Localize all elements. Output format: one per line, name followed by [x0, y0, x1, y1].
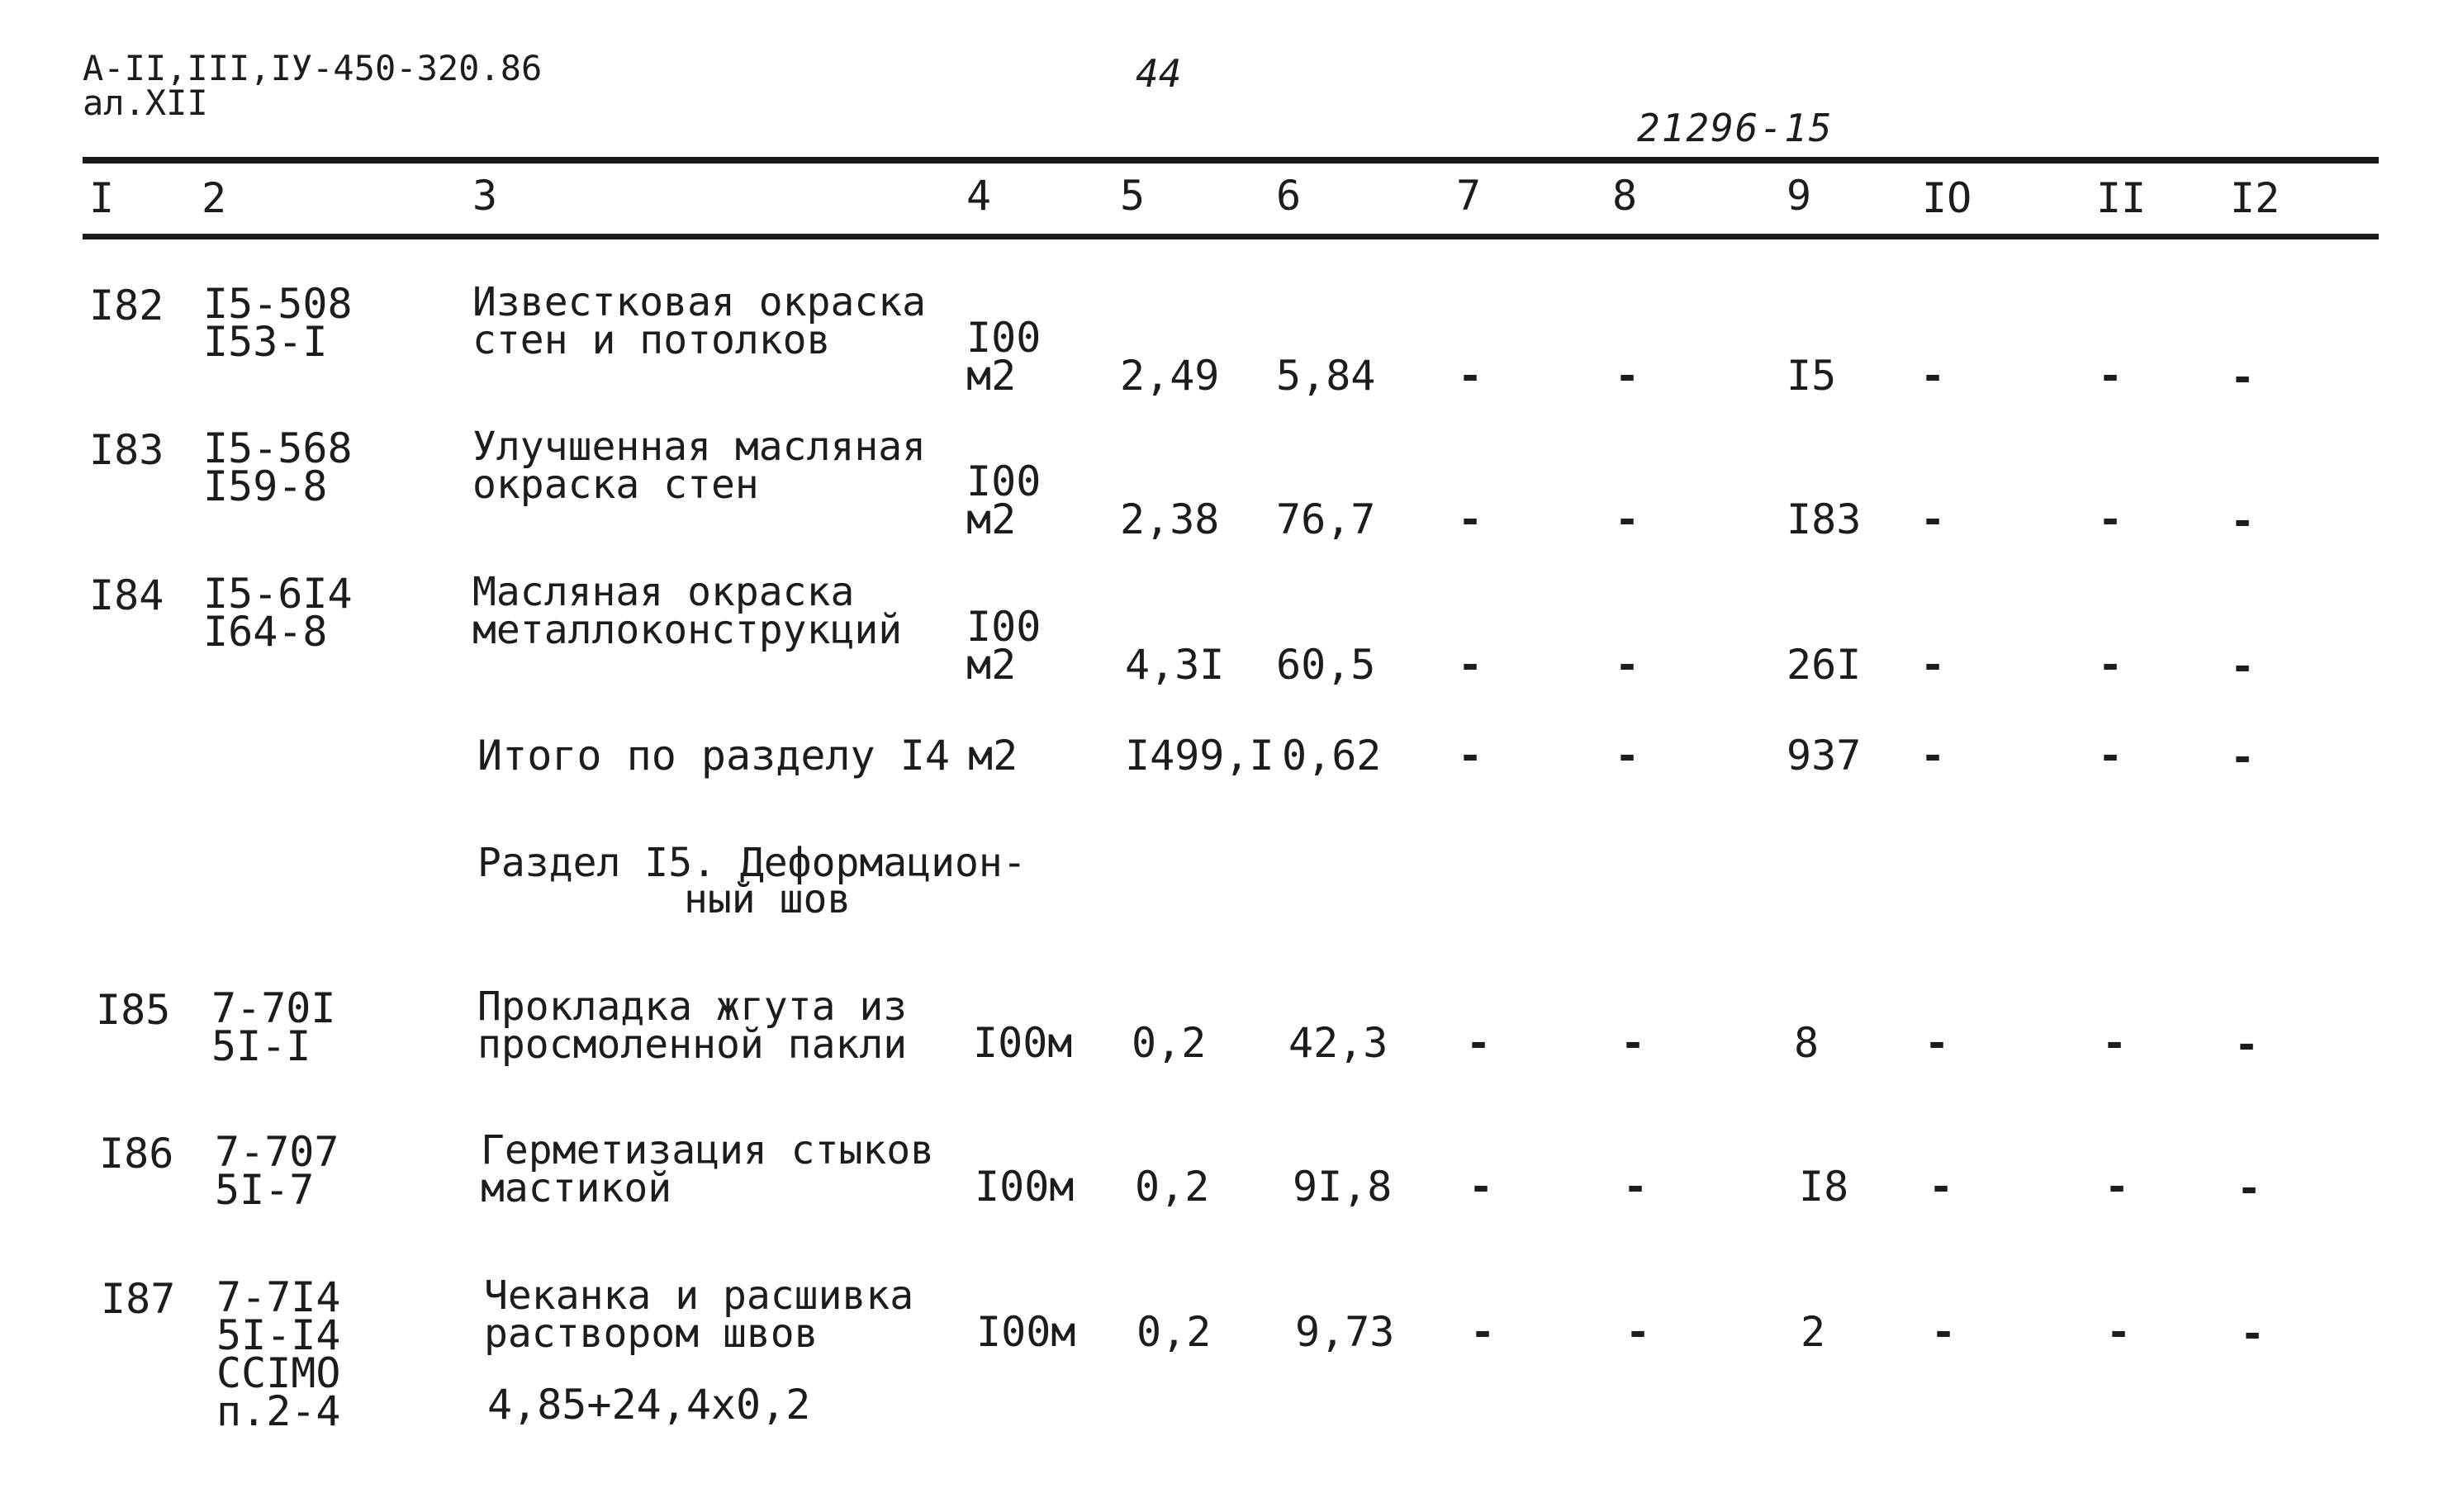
cell-col8: -	[1615, 641, 1640, 689]
column-header: 9	[1787, 172, 1812, 220]
cell-col10: -	[1920, 732, 1946, 780]
cell-col10: -	[1920, 495, 1946, 543]
cell-col10: -	[1920, 352, 1946, 400]
column-header: 7	[1456, 172, 1482, 220]
subtotal-unit: м2	[968, 732, 1018, 780]
subtotal-label: Итого по разделу I4	[477, 732, 950, 780]
cell-col6: 42,3	[1288, 1019, 1388, 1067]
section-heading-continued: ный шов	[684, 876, 852, 922]
column-header: I	[89, 174, 115, 222]
cell-col12: -	[2230, 642, 2256, 690]
cell-col5: 4,3I	[1125, 641, 1225, 689]
column-header: 8	[1612, 172, 1638, 220]
cell-col8: -	[1615, 495, 1640, 543]
top-rule	[83, 157, 2379, 164]
cell-col7: -	[1458, 641, 1483, 689]
cell-col7: -	[1466, 1019, 1492, 1067]
cell-col12: -	[2237, 1164, 2262, 1212]
header-bottom-rule	[83, 234, 2379, 239]
work-description: Прокладка жгута из просмоленной пакли	[477, 984, 908, 1068]
cell-col5: 0,2	[1135, 1163, 1210, 1211]
formula: 4,85+24,4x0,2	[487, 1381, 811, 1429]
cell-col8: -	[1615, 352, 1640, 400]
cell-col9: 937	[1787, 732, 1862, 780]
norm-code: 7-7I4 5I-I4 ССIМО п.2-4	[216, 1273, 341, 1435]
column-header: 6	[1276, 172, 1302, 220]
cell-col11: -	[2102, 1019, 2128, 1067]
cell-col9: 8	[1794, 1019, 1820, 1067]
cell-col5: 0,2	[1132, 1019, 1207, 1067]
work-description: Известковая окраска стен и потолков	[472, 279, 927, 363]
cell-col6: 60,5	[1276, 641, 1376, 689]
column-header: I2	[2230, 174, 2280, 222]
cell-col8: -	[1623, 1163, 1649, 1211]
row-number: I86	[99, 1130, 174, 1178]
work-description: Чеканка и расшивка раствором швов	[484, 1273, 914, 1357]
row-number: I84	[89, 571, 164, 619]
cell-col7: -	[1469, 1163, 1494, 1211]
cell-col7: -	[1470, 1308, 1496, 1356]
document-code: А-II,III,IУ-450-320.86	[83, 48, 543, 88]
cell-col12: -	[2234, 1021, 2260, 1069]
unit: I00 м2	[966, 457, 1042, 543]
unit: I00 м2	[966, 314, 1042, 400]
cell-col9: I83	[1787, 495, 1862, 543]
cell-col9: I8	[1799, 1163, 1849, 1211]
cell-col7: -	[1458, 495, 1483, 543]
section-heading: Раздел I5. Деформацион-	[477, 840, 1027, 886]
row-number: I83	[89, 426, 164, 474]
column-header: II	[2096, 174, 2147, 222]
page-number: 44	[1136, 51, 1182, 96]
cell-col11: -	[2104, 1163, 2130, 1211]
cell-col12: -	[2230, 353, 2256, 401]
cell-col9: 26I	[1787, 641, 1862, 689]
cell-col5: I499,I	[1125, 732, 1274, 780]
cell-col11: -	[2098, 732, 2123, 780]
norm-code: 7-707 5I-7	[215, 1128, 339, 1214]
norm-code: I5-6I4 I64-8	[203, 570, 353, 656]
cell-col7: -	[1458, 352, 1483, 400]
cell-col5: 2,49	[1120, 352, 1220, 400]
norm-code: I5-568 I59-8	[203, 424, 353, 510]
row-number: I85	[96, 986, 171, 1034]
cell-col10: -	[1920, 641, 1946, 689]
work-description: Масляная окраска металлоконструкций	[472, 569, 903, 653]
cell-col8: -	[1615, 732, 1640, 780]
cell-col6: 9I,8	[1293, 1163, 1393, 1211]
row-number: I82	[89, 282, 164, 329]
cell-col5: 2,38	[1120, 495, 1220, 543]
cell-col10: -	[1931, 1308, 1957, 1356]
norm-code: 7-70I 5I-I	[211, 984, 336, 1070]
cell-col12: -	[2240, 1310, 2266, 1358]
unit: I00м	[975, 1163, 1075, 1211]
cell-col11: -	[2098, 641, 2123, 689]
cell-col11: -	[2098, 352, 2123, 400]
work-description: Герметизация стыков мастикой	[481, 1127, 935, 1211]
row-number: I87	[101, 1275, 176, 1323]
unit: I00м	[976, 1308, 1076, 1356]
cell-col12: -	[2230, 733, 2256, 781]
cell-col6: 0,62	[1282, 732, 1382, 780]
cell-col11: -	[2106, 1308, 2132, 1356]
column-header: 4	[966, 172, 992, 220]
unit: I00м	[973, 1019, 1073, 1067]
cell-col11: -	[2098, 495, 2123, 543]
cell-col5: 0,2	[1136, 1308, 1212, 1356]
column-header: 2	[202, 174, 227, 222]
cell-col7: -	[1458, 732, 1483, 780]
column-header: IO	[1922, 174, 1972, 222]
unit: I00 м2	[966, 603, 1042, 689]
norm-code: I5-508 I53-I	[203, 280, 353, 366]
album-number: ал.XII	[83, 83, 208, 123]
column-header: 5	[1120, 172, 1146, 220]
cell-col6: 5,84	[1276, 352, 1376, 400]
cell-col10: -	[1924, 1019, 1950, 1067]
cell-col12: -	[2230, 497, 2256, 545]
cell-col10: -	[1929, 1163, 1954, 1211]
cell-col8: -	[1620, 1019, 1646, 1067]
column-header: 3	[472, 172, 498, 220]
cell-col9: I5	[1787, 352, 1837, 400]
stamp-number: 21296-15	[1637, 106, 1834, 150]
cell-col6: 9,73	[1295, 1308, 1395, 1356]
cell-col9: 2	[1801, 1308, 1826, 1356]
cell-col8: -	[1625, 1308, 1651, 1356]
work-description: Улучшенная масляная окраска стен	[472, 424, 927, 508]
cell-col6: 76,7	[1276, 495, 1376, 543]
